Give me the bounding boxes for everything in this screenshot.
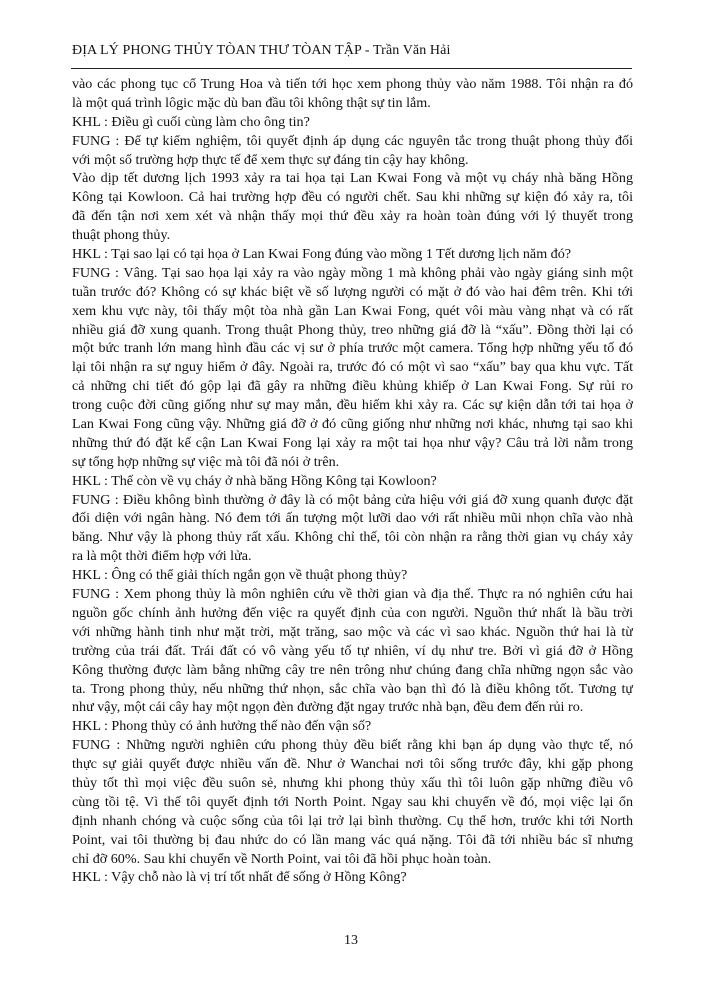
text-line: FUNG : Vâng. Tại sao họa lại xảy ra vào ngày mồng 1 mà không phải vào ngày giáng sinh một	[72, 264, 633, 281]
text-line: cả những chi tiết đó gộp lại đã gây ra những điều khủng khiếp ở Lan Kwai Fong. Sự rủi ro	[72, 378, 633, 395]
text-line: HKL : Phong thủy có ảnh hưởng thế nào đến vận số?	[72, 718, 372, 735]
text-line: HKL : Ông có thể giải thích ngắn gọn về thuật phong thủy?	[72, 567, 408, 584]
text-line: Lan Kwai Fong cũng vậy. Những giá đỡ ở đó cũng giống như những nơi khác, nhưng tại sao khi	[72, 416, 633, 433]
text-line: thuật phong thủy.	[72, 227, 171, 244]
text-line: định nhanh chóng và cuộc sống của tôi lại trở lại bình thường. Cụ thể hơn, trước khi tới North	[72, 812, 633, 829]
text-line: Vào dịp tết dương lịch 1993 xảy ra tai họa tại Lan Kwai Fong và một vụ cháy nhà băng Hồng	[72, 170, 633, 187]
text-line: tuần trước đó? Không có sự khác biệt về số lượng người có mặt ở đó vào hai đêm trên. Khi tới	[72, 283, 633, 300]
text-line: HKL : Tại sao lại có tại họa ở Lan Kwai Fong đúng vào mồng 1 Tết dương lịch năm đó?	[72, 246, 572, 263]
text-line: ra là một thời điểm hợp với lửa.	[72, 548, 252, 565]
text-line: với một số trường hợp thực tế để xem thực sự đáng tin cậy hay không.	[72, 151, 469, 168]
text-line: FUNG : Để tự kiểm nghiệm, tôi quyết định áp dụng các nguyên tắc trong thuật phong thủy đối	[72, 132, 633, 149]
text-line: vào các phong tục cổ Trung Hoa và tiến tới học xem phong thủy vào năm 1988. Tôi nhận ra đó	[72, 76, 633, 92]
text-line: một bức tranh lớn mang hình đầu các vị sư ở phía trước một camera. Tổng hợp những yếu tố đó	[72, 340, 633, 357]
text-line: chỉ đỡ 60%. Sau khi chuyển về North Point, vai tôi đã hồi phục hoàn toàn.	[72, 850, 492, 867]
text-line: HKL : Vậy chỗ nào là vị trí tốt nhất để sống ở Hồng Kông?	[72, 869, 407, 886]
text-line: Kông tại Kowloon. Cả hai trường hợp đều có người chết. Sau khi những sự kiện đó xảy ra, tôi	[72, 189, 633, 206]
text-line: Kông thường được làm bằng những cây tre nên trông như chúng đang chĩa những ngọn sắc vào	[72, 661, 633, 678]
text-line: trong cuộc đời cũng giống như sự may mắn, đều hiếm khi xảy ra. Các sự kiện dẫn tới tai họa ở	[72, 397, 633, 414]
text-line: nhiều giá đỡ xung quanh. Trong thuật Phong thủy, treo những giá đỡ là “xấu”. Đồng thời lại có	[72, 321, 633, 338]
text-line: cùng tồi tệ. Vì thế tôi quyết định tới North Point. Ngay sau khi chuyển về đó, mọi việc lại ổn	[72, 793, 633, 810]
text-line: như vậy, một cái cây hay một ngọn đèn đường đặt ngay trước nhà bạn, đều đem đến rủi ro.	[72, 699, 584, 716]
text-line: lại tôi nhận ra sự nguy hiểm ở đây. Ngoài ra, trước đó có một vì sao “xấu” bay qua khu vực. Tất	[72, 359, 633, 376]
text-line: đã đến tận nơi xem xét và nhận thấy mọi thứ đều xảy ra hoàn toàn đúng với lý thuyết trong	[72, 208, 633, 225]
running-header: ĐỊA LÝ PHONG THỦY TÒAN THƯ TÒAN TẬP - Trần Văn Hải	[72, 43, 451, 58]
text-line: sự tổng hợp những sự việc mà tôi đã nói ở trên.	[72, 453, 340, 470]
text-line: FUNG : Xem phong thủy là môn nghiên cứu về thời gian và địa thế. Thực ra nó nghiên cứu hai	[72, 586, 633, 603]
text-line: đối diện với ngân hàng. Nó đem tới ấn tượng một lưỡi dao với rất nhiều mũi nhọn chĩa vào nhà	[72, 510, 633, 527]
text-line: với những hành tinh như mặt trời, mặt trăng, sao mộc và các vì sao khác. Nguồn thứ hai là từ	[72, 623, 633, 640]
text-line: KHL : Điều gì cuối cùng làm cho ông tin?	[72, 113, 310, 130]
text-line: băng. Như vậy là phong thủy rất xấu. Không chỉ thế, tôi còn nhận ra rằng thời gian vụ cháy xảy	[72, 529, 633, 546]
text-line: FUNG : Những người nghiên cứu phong thủy đều biết rằng khi bạn áp dụng vào thực tế, nó	[72, 737, 633, 754]
page-number: 13	[344, 933, 358, 948]
text-line: thực sự giải quyết được nhiều vấn đề. Như ở Wanchai nơi tôi sống trước đây, khi gặp phong	[72, 756, 633, 773]
body-text	[72, 75, 633, 887]
text-line: HKL : Thế còn về vụ cháy ở nhà băng Hồng Kông tại Kowloon?	[72, 472, 437, 489]
text-line: FUNG : Điều không bình thường ở đây là có một bảng cửa hiệu với giá đỡ xung quanh được đặt	[72, 491, 633, 508]
text-line: ta. Trong phong thủy, nếu những thứ nhọn, sắc chĩa vào bạn thì đó là điều không tốt. Tương tự	[72, 680, 633, 697]
text-line: xem khu vực này, tôi thấy một tòa nhà gần Lan Kwai Fong, quét vôi màu vàng nhạt và có rất	[72, 302, 633, 319]
text-line: nguồn gốc chính ảnh hưởng đến việc ra quyết định của con người. Nguồn thứ nhất là bầu trời	[72, 604, 633, 621]
text-line: trường của trái đất. Trái đất có vô vàng yếu tố tự nhiên, ví dụ như tre. Bởi vì giá đỡ ở Hồng	[72, 642, 633, 659]
text-line: thủy tốt thì mọi việc đều suôn sẻ, nhưng khi phong thủy xấu thì tôi luôn gặp những điều vô	[72, 774, 633, 791]
text-line: Point, vai tôi thường bị đau nhức do có lần mang vác quá nặng. Tôi đã tới nhiều bác sĩ nhưng	[72, 831, 633, 848]
text-line: những thứ đó đặt kế cận Lan Kwai Fong lại xảy ra một tai họa như vậy? Câu trả lời nằm trong	[72, 434, 633, 451]
text-line: là một quá trình lôgic mặc dù ban đầu tôi không thật sự tin lắm.	[72, 94, 431, 111]
header-divider	[71, 68, 632, 69]
